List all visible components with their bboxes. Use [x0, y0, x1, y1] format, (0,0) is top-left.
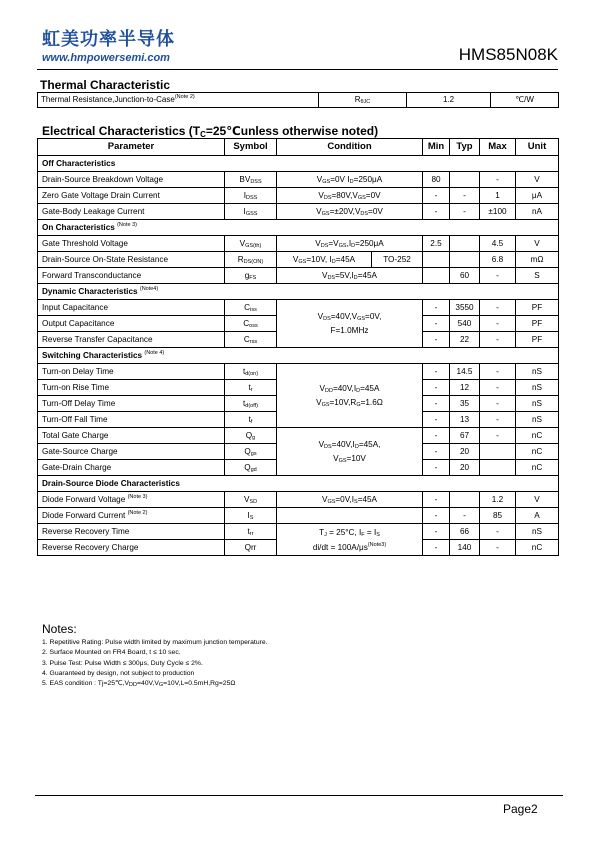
param-cell: Zero Gate Voltage Drain Current [38, 188, 225, 204]
max-cell [480, 460, 516, 476]
min-cell: - [423, 188, 450, 204]
footer-divider [35, 795, 563, 796]
typ-cell: 14.5 [450, 364, 480, 380]
section-switching: Switching Characteristics $^{(Note 4)}$ [38, 348, 559, 364]
thermal-symbol: $R_{\theta JC}$ [319, 93, 407, 108]
param-cell: Total Gate Charge [38, 428, 225, 444]
condition-cell: $V_{DS}=5V,I_D=45A$ [277, 268, 423, 284]
thermal-unit: ℃/W [491, 93, 559, 108]
min-cell: - [423, 444, 450, 460]
min-cell: - [423, 412, 450, 428]
unit-cell: nA [516, 204, 559, 220]
col-header-symbol: Symbol [225, 139, 277, 156]
min-cell [423, 252, 450, 268]
typ-cell [450, 172, 480, 188]
symbol-cell: $t_{d(off)}$ [225, 396, 277, 412]
table-row [38, 300, 559, 316]
table-row [38, 428, 559, 444]
typ-cell: 3550 [450, 300, 480, 316]
min-cell: - [423, 332, 450, 348]
col-header-min: Min [423, 139, 450, 156]
section-diode: Drain-Source Diode Characteristics [38, 476, 559, 492]
typ-cell [450, 492, 480, 508]
condition-cell: $V_{DS}=V_{GS},I_D=250\mu A$ [277, 236, 423, 252]
typ-cell: 67 [450, 428, 480, 444]
max-cell: - [480, 396, 516, 412]
param-cell: Gate-Drain Charge [38, 460, 225, 476]
note-item: 4. Guaranteed by design, not subject to production [42, 669, 195, 677]
typ-cell [450, 236, 480, 252]
typ-cell: - [450, 188, 480, 204]
max-cell [480, 444, 516, 460]
max-cell: - [480, 332, 516, 348]
max-cell: 6.8 [480, 252, 516, 268]
col-header-parameter: Parameter [38, 139, 225, 156]
symbol-cell: $t_{rr}$ [225, 524, 277, 540]
unit-cell: nC [516, 444, 559, 460]
table-row [38, 236, 559, 252]
electrical-table [37, 138, 559, 556]
table-row [38, 268, 559, 284]
thermal-param: Thermal Resistance,Junction-to-Case$^{(Note 2)}$ [38, 93, 319, 108]
max-cell: - [480, 540, 516, 556]
unit-cell: nC [516, 460, 559, 476]
table-row [38, 492, 559, 508]
max-cell: 1 [480, 188, 516, 204]
brand-url: www.hmpowersemi.com [42, 52, 170, 64]
typ-cell: 12 [450, 380, 480, 396]
max-cell: - [480, 316, 516, 332]
min-cell: 2.5 [423, 236, 450, 252]
min-cell: - [423, 396, 450, 412]
table-row [38, 508, 559, 524]
unit-cell: V [516, 172, 559, 188]
package-label: TO-252 [383, 255, 411, 264]
symbol-cell: $V_{GS(th)}$ [225, 236, 277, 252]
min-cell: - [423, 428, 450, 444]
header-divider [37, 69, 558, 70]
page-number: Page2 [503, 802, 538, 816]
max-cell: - [480, 172, 516, 188]
unit-cell: PF [516, 332, 559, 348]
unit-cell: PF [516, 300, 559, 316]
typ-cell: 66 [450, 524, 480, 540]
thermal-table [37, 92, 559, 108]
symbol-cell: $C_{iss}$ [225, 300, 277, 316]
unit-cell: nS [516, 412, 559, 428]
unit-cell: nS [516, 380, 559, 396]
table-row [38, 204, 559, 220]
param-cell: Drain-Source On-State Resistance [38, 252, 225, 268]
notes-list [42, 638, 268, 689]
part-number: HMS85N08K [458, 45, 558, 64]
symbol-cell: $Q_{gd}$ [225, 460, 277, 476]
note-item: 5. EAS condition : $Tj=25℃,V_{DD}=40V,V_G=10V,L=0.5mH,Rg=25\Omega$ [42, 680, 236, 689]
unit-cell: μA [516, 188, 559, 204]
unit-cell: nS [516, 524, 559, 540]
unit-cell: V [516, 236, 559, 252]
condition-cell: $V_{DS}=80V,V_{GS}=0V$ [277, 188, 423, 204]
max-cell: - [480, 524, 516, 540]
min-cell: - [423, 316, 450, 332]
condition-cell [277, 508, 423, 524]
param-cell: Reverse Transfer Capacitance [38, 332, 225, 348]
symbol-cell: Qrr [225, 540, 277, 556]
typ-cell: 35 [450, 396, 480, 412]
condition-cell: $V_{DD}=40V,I_D=45A$ $V_{GS}=10V,R_G=1.6\Omega$ [277, 364, 423, 428]
symbol-cell: $t_{d(on)}$ [225, 364, 277, 380]
param-cell: Gate Threshold Voltage [38, 236, 225, 252]
section-off: Off Characteristics [38, 156, 559, 172]
min-cell: - [423, 460, 450, 476]
thermal-section-title: Thermal Characteristic [40, 78, 171, 92]
min-cell: - [423, 380, 450, 396]
max-cell: - [480, 364, 516, 380]
unit-cell: V [516, 492, 559, 508]
unit-cell: PF [516, 316, 559, 332]
unit-cell: mΩ [516, 252, 559, 268]
max-cell: ±100 [480, 204, 516, 220]
symbol-cell: $t_r$ [225, 380, 277, 396]
param-cell: Reverse Recovery Charge [38, 540, 225, 556]
condition-cell: $V_{GS}=\pm 20V,V_{DS}=0V$ [277, 204, 423, 220]
min-cell: - [423, 524, 450, 540]
section-dynamic: Dynamic Characteristics $^{(Note4)}$ [38, 284, 559, 300]
unit-cell: nC [516, 540, 559, 556]
max-cell: 1.2 [480, 492, 516, 508]
unit-cell: A [516, 508, 559, 524]
symbol-cell: $R_{DS(ON)}$ [225, 252, 277, 268]
condition-cell: $V_{DS}=40V,V_{GS}=0V$, F=1.0MHz [277, 300, 423, 348]
notes-title: Notes: [42, 622, 77, 636]
symbol-cell: $BV_{DSS}$ [225, 172, 277, 188]
col-header-max: Max [480, 139, 516, 156]
table-row [38, 252, 559, 268]
min-cell: - [423, 300, 450, 316]
electrical-section-title: Electrical Characteristics ($T_C=25℃unless$ otherwise noted) [42, 124, 379, 139]
min-cell: - [423, 540, 450, 556]
param-cell: Output Capacitance [38, 316, 225, 332]
symbol-cell: $I_{DSS}$ [225, 188, 277, 204]
param-cell: Turn-Off Delay Time [38, 396, 225, 412]
min-cell: - [423, 364, 450, 380]
col-header-unit: Unit [516, 139, 559, 156]
typ-cell: - [450, 204, 480, 220]
symbol-cell: $I_{GSS}$ [225, 204, 277, 220]
param-cell: Diode Forward Voltage $^{(Note 3)}$ [38, 492, 225, 508]
table-row [38, 172, 559, 188]
condition-cell: $V_{GS}=0V$ $I_D=250\mu A$ [277, 172, 423, 188]
unit-cell: nS [516, 396, 559, 412]
param-cell: Turn-on Delay Time [38, 364, 225, 380]
table-row [38, 364, 559, 380]
symbol-cell: $C_{oss}$ [225, 316, 277, 332]
param-cell: Drain-Source Breakdown Voltage [38, 172, 225, 188]
symbol-cell: $t_f$ [225, 412, 277, 428]
typ-cell: 22 [450, 332, 480, 348]
min-cell: - [423, 204, 450, 220]
max-cell: - [480, 380, 516, 396]
thermal-value: 1.2 [407, 93, 491, 108]
note-item: 2. Surface Mounted on FR4 Board, t ≤ 10 sec. [42, 649, 181, 657]
table-header-row [38, 139, 559, 156]
max-cell: 85 [480, 508, 516, 524]
unit-cell: S [516, 268, 559, 284]
symbol-cell: $Q_g$ [225, 428, 277, 444]
col-header-typ: Typ [450, 139, 480, 156]
typ-cell: 140 [450, 540, 480, 556]
condition-cell: $V_{GS}=10V$, $I_D=45A$ TO-252 [277, 252, 423, 268]
typ-cell: 20 [450, 460, 480, 476]
typ-cell: 60 [450, 268, 480, 284]
param-cell: Turn-Off Fall Time [38, 412, 225, 428]
table-row [38, 188, 559, 204]
param-cell: Gate-Source Charge [38, 444, 225, 460]
typ-cell: 540 [450, 316, 480, 332]
max-cell: - [480, 300, 516, 316]
symbol-cell: $Q_{gs}$ [225, 444, 277, 460]
unit-cell: nS [516, 364, 559, 380]
symbol-cell: $V_{SD}$ [225, 492, 277, 508]
max-cell: - [480, 428, 516, 444]
min-cell [423, 268, 450, 284]
brand-logo-cn: 虹美功率半导体 [42, 29, 175, 50]
param-cell: Reverse Recovery Time [38, 524, 225, 540]
symbol-cell: $I_S$ [225, 508, 277, 524]
condition-cell: $V_{DS}=40V,I_D=45A$, $V_{GS}=10V$ [277, 428, 423, 476]
max-cell: - [480, 268, 516, 284]
thermal-row [38, 93, 559, 108]
symbol-cell: $C_{rss}$ [225, 332, 277, 348]
condition-cell: $T_J = 25^\circ C$, $I_F = I_S$ $di/dt = 100A/\mu s^{(Note3)}$ [277, 524, 423, 556]
note-item: 3. Pulse Test: Pulse Width ≤ 300μs, Duty Cycle ≤ 2%. [42, 659, 203, 667]
param-cell: Gate-Body Leakage Current [38, 204, 225, 220]
min-cell: - [423, 508, 450, 524]
typ-cell [450, 252, 480, 268]
param-cell: Turn-on Rise Time [38, 380, 225, 396]
note-item: 1. Repetitive Rating: Pulse width limited by maximum junction temperature. [42, 639, 268, 646]
unit-cell: nC [516, 428, 559, 444]
typ-cell: - [450, 508, 480, 524]
param-cell: Input Capacitance [38, 300, 225, 316]
max-cell: - [480, 412, 516, 428]
table-row [38, 524, 559, 540]
symbol-cell: $g_{FS}$ [225, 268, 277, 284]
min-cell: - [423, 492, 450, 508]
max-cell: 4.5 [480, 236, 516, 252]
typ-cell: 13 [450, 412, 480, 428]
param-cell: Diode Forward Current $^{(Note 2)}$ [38, 508, 225, 524]
condition-cell: $V_{GS}=0V,I_S=45A$ [277, 492, 423, 508]
typ-cell: 20 [450, 444, 480, 460]
min-cell: 80 [423, 172, 450, 188]
col-header-condition: Condition [277, 139, 423, 156]
section-on: On Characteristics $^{(Note 3)}$ [38, 220, 559, 236]
param-cell: Forward Transconductance [38, 268, 225, 284]
